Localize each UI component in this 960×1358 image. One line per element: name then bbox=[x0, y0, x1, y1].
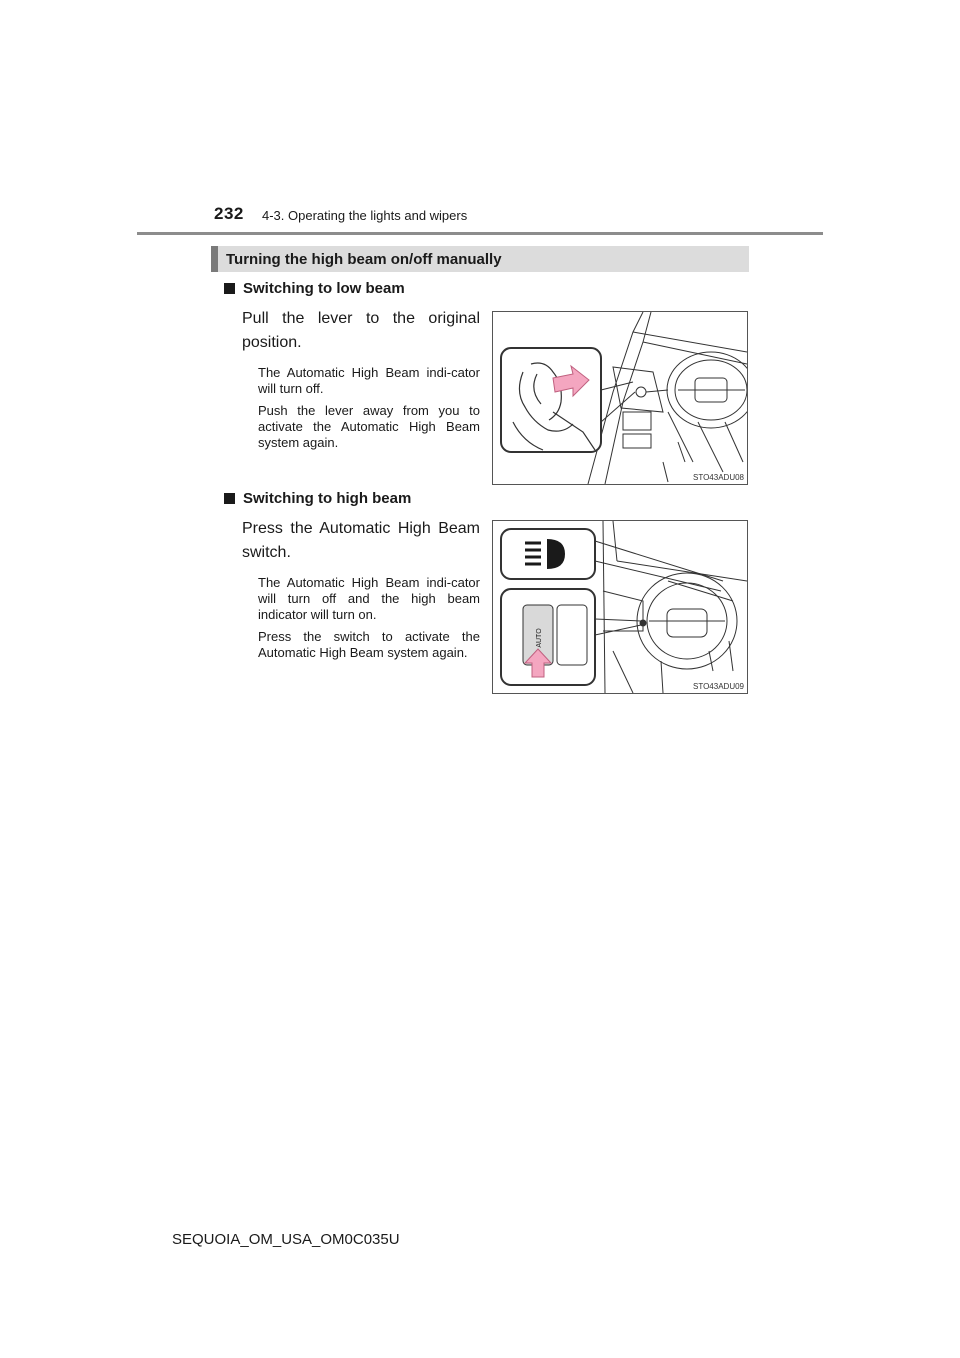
low-beam-figure bbox=[492, 311, 748, 485]
low-beam-item bbox=[224, 280, 480, 451]
low-beam-heading-text: Switching to low beam bbox=[243, 280, 405, 297]
high-beam-instruction: Press the Automatic High Beam switch. bbox=[242, 520, 480, 561]
low-beam-note-2: Push the lever away from you to activate the Automatic High Beam system again. bbox=[258, 403, 480, 450]
section-heading-text: Turning the high beam on/off manually bbox=[226, 250, 502, 268]
figure-code: STO43ADU08 bbox=[693, 473, 744, 482]
high-beam-heading-text: Switching to high beam bbox=[243, 490, 412, 507]
high-beam-heading bbox=[224, 490, 480, 507]
low-beam-note-1: The Automatic High Beam indi-cator will turn off. bbox=[258, 365, 480, 396]
low-beam-heading bbox=[224, 280, 480, 297]
document-code: SEQUOIA_OM_USA_OM0C035U bbox=[172, 1231, 400, 1248]
high-beam-item bbox=[224, 490, 480, 661]
figure-code: STO43ADU09 bbox=[693, 682, 744, 691]
low-beam-instruction: Pull the lever to the original position. bbox=[242, 310, 480, 351]
section-heading bbox=[211, 246, 749, 272]
page-number: 232 bbox=[214, 204, 244, 223]
bullet-square-icon bbox=[224, 283, 235, 294]
high-beam-note-2: Press the switch to activate the Automatic High Beam system again. bbox=[258, 629, 480, 660]
switch-illustration bbox=[493, 521, 747, 693]
bullet-square-icon bbox=[224, 493, 235, 504]
high-beam-figure bbox=[492, 520, 748, 694]
auto-switch-label: AUTO bbox=[536, 628, 543, 648]
lever-illustration bbox=[493, 312, 747, 484]
high-beam-note-1: The Automatic High Beam indi-cator will turn off and the high beam indicator will turn on. bbox=[258, 575, 480, 622]
header-rule bbox=[137, 232, 823, 235]
section-title: 4-3. Operating the lights and wipers bbox=[262, 208, 468, 223]
